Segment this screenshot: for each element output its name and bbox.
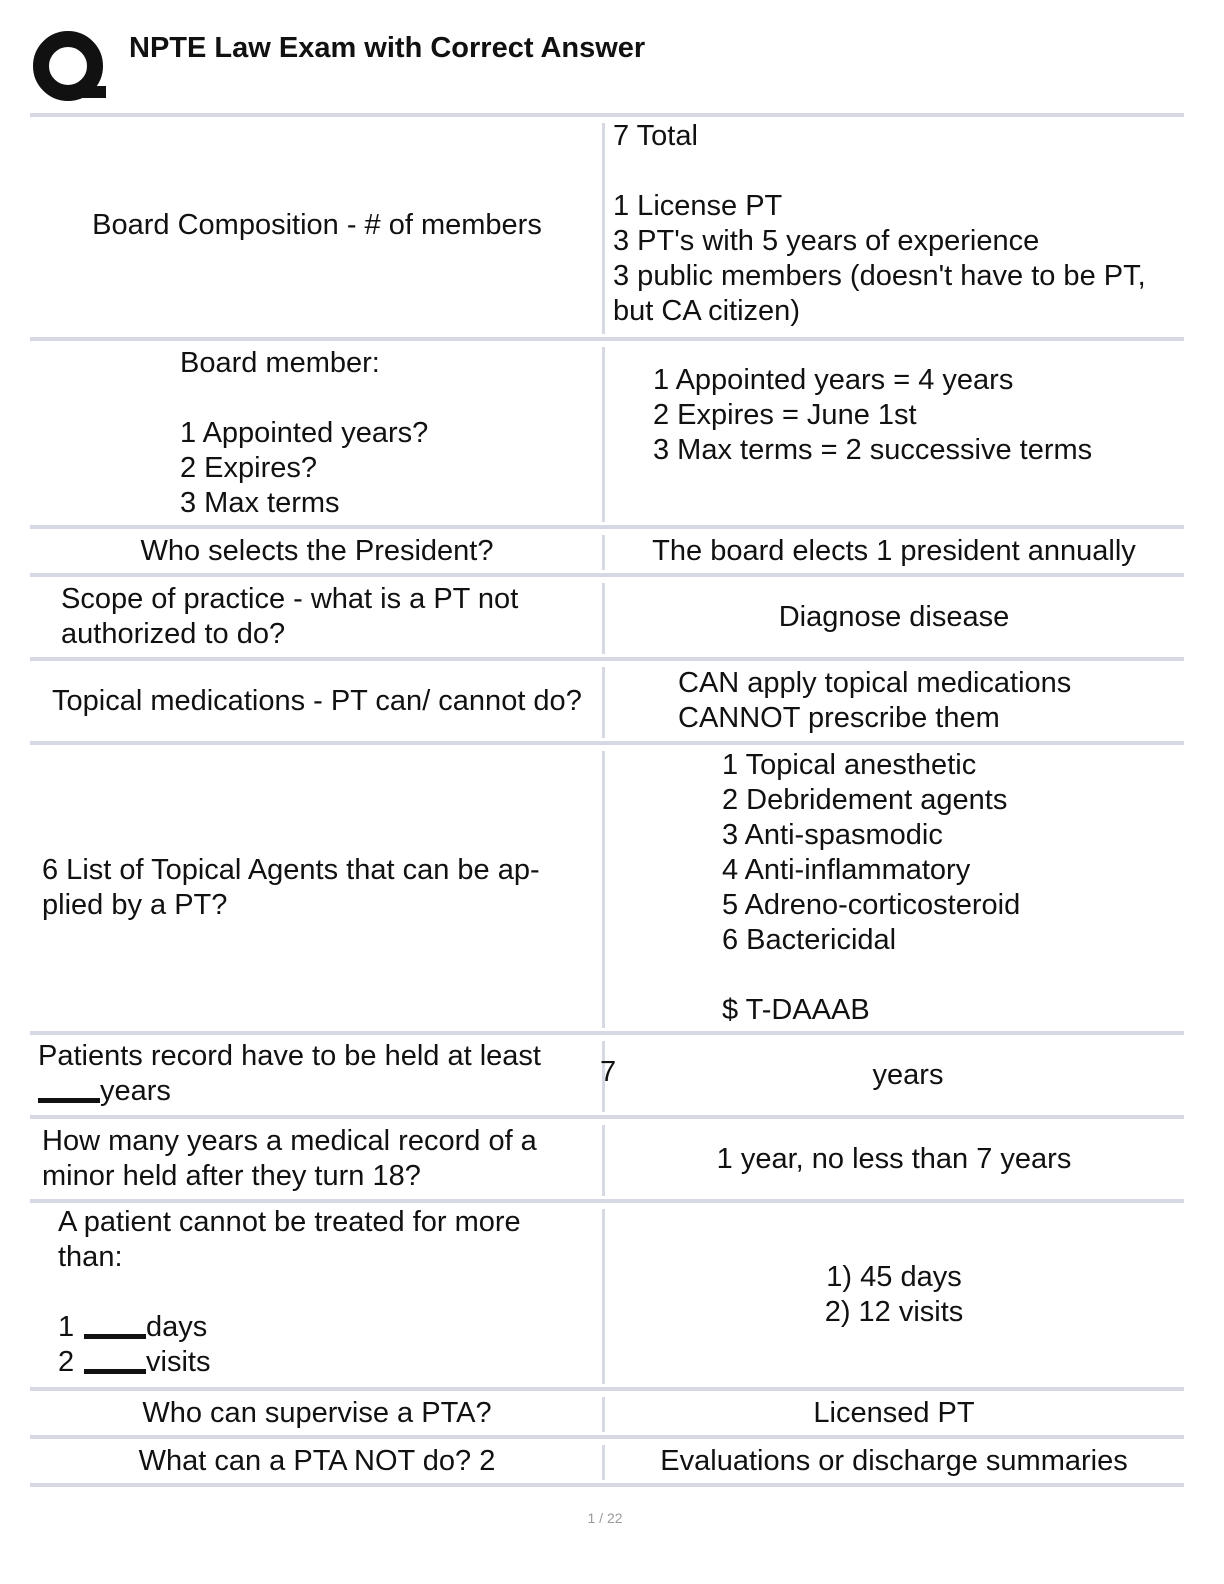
flashcard-row [30, 113, 1184, 337]
flashcard-table [30, 113, 1184, 1487]
card-term-text: 6 List of Topical Agents that can be ap- plied by a PT? [42, 854, 540, 921]
blank-item-number: 2 [58, 1346, 75, 1378]
card-definition [604, 1439, 1184, 1483]
card-definition [604, 1391, 1184, 1435]
card-term-text: What can a PTA NOT do? 2 [138, 1444, 496, 1477]
column-divider [602, 1125, 605, 1196]
flashcard-row [30, 741, 1184, 1031]
card-term [30, 1439, 604, 1483]
answer-number: 7 [600, 1056, 617, 1088]
card-definition-text: 1 Topical anesthetic 2 Debridement agents 3 Anti-spasmodic 4 Anti-inflammatory 5 Adreno-corticosteroid 6 Bactericidal $ T-DAAAB [722, 749, 1021, 1026]
card-definition-text: Licensed PT [813, 1396, 975, 1429]
card-definition-text: 1 Appointed years = 4 years 2 Expires = June 1st 3 Max terms = 2 successive terms [653, 363, 1093, 466]
card-definition [604, 661, 1184, 741]
card-term [30, 745, 604, 1031]
card-definition [604, 117, 1184, 337]
flashcard-row [30, 573, 1184, 657]
card-term [30, 661, 604, 741]
answer-blank [84, 1334, 146, 1339]
card-term-text: A patient cannot be treated for more than: [58, 1206, 521, 1273]
card-term-text: Who selects the President? [140, 534, 494, 567]
card-term-text: years [100, 1075, 171, 1107]
card-definition-text: 1 year, no less than 7 years [716, 1142, 1072, 1175]
card-term [30, 1035, 604, 1115]
table-bottom-rule [30, 1483, 1184, 1487]
column-divider [602, 535, 605, 570]
column-divider [602, 123, 605, 334]
flashcard-row [30, 525, 1184, 573]
blank-item [58, 1310, 604, 1345]
card-definition [604, 1203, 1184, 1387]
column-divider [602, 1445, 605, 1480]
card-term [30, 577, 604, 657]
card-term [30, 1119, 604, 1199]
card-term [30, 117, 604, 337]
card-definition [604, 1035, 1184, 1115]
card-definition-text: 1) 45 days 2) 12 visits [824, 1261, 964, 1328]
flashcard-row [30, 657, 1184, 741]
column-divider [602, 1397, 605, 1432]
flashcard-row [30, 1031, 1184, 1115]
column-divider [602, 751, 605, 1028]
card-term-text: Board Composition - # of members [92, 208, 542, 241]
card-term [30, 1203, 604, 1387]
answer-blank [38, 1098, 100, 1103]
card-definition-text: Diagnose disease [778, 600, 1010, 633]
card-term-text: How many years a medical record of a minor held after they turn 18? [42, 1125, 537, 1192]
column-divider [602, 667, 605, 738]
card-definition-text: The board elects 1 president annually [652, 534, 1136, 567]
card-definition [604, 1119, 1184, 1199]
card-term-text: Scope of practice - what is a PT not authorized to do? [61, 583, 519, 650]
column-divider [602, 583, 605, 654]
flashcard-row [30, 337, 1184, 525]
card-term [30, 529, 604, 573]
blank-item-number: 1 [58, 1311, 75, 1343]
card-definition [604, 577, 1184, 657]
flashcard-row [30, 1199, 1184, 1387]
card-definition-text: 7 Total 1 License PT 3 PT's with 5 years of experience 3 public members (doesn't have to be PT, but CA citizen) [613, 120, 1146, 327]
blank-item-label: days [146, 1311, 208, 1343]
card-term-line [38, 1074, 604, 1109]
card-term-spacer [58, 1275, 604, 1310]
card-definition [604, 341, 1184, 525]
blank-item [58, 1345, 604, 1380]
card-term-text: Topical medications - PT can/ cannot do? [52, 684, 582, 717]
answer-blank [84, 1369, 146, 1374]
card-definition-text: Evaluations or discharge summaries [660, 1444, 1128, 1477]
q-logo-icon [30, 28, 110, 108]
flashcard-row [30, 1115, 1184, 1199]
column-divider [602, 1209, 605, 1384]
card-term-line: Patients record have to be held at least [38, 1040, 541, 1072]
document-header [30, 26, 1190, 112]
card-definition-text: CAN apply topical medications CANNOT prescribe them [678, 667, 1072, 734]
card-term [30, 341, 604, 525]
card-term-text: Board member: 1 Appointed years? 2 Expires? 3 Max terms [180, 346, 429, 519]
card-term-text: Who can supervise a PTA? [142, 1396, 492, 1429]
card-definition [604, 745, 1184, 1031]
column-divider [602, 347, 605, 522]
blank-item-label: visits [146, 1346, 211, 1378]
card-term [30, 1391, 604, 1435]
card-definition-text: years [872, 1058, 944, 1091]
flashcard-row [30, 1435, 1184, 1483]
card-definition [604, 529, 1184, 573]
page-indicator: 1 / 22 [587, 1510, 623, 1526]
document-title: NPTE Law Exam with Correct Answer [129, 32, 646, 64]
flashcard-row [30, 1387, 1184, 1435]
